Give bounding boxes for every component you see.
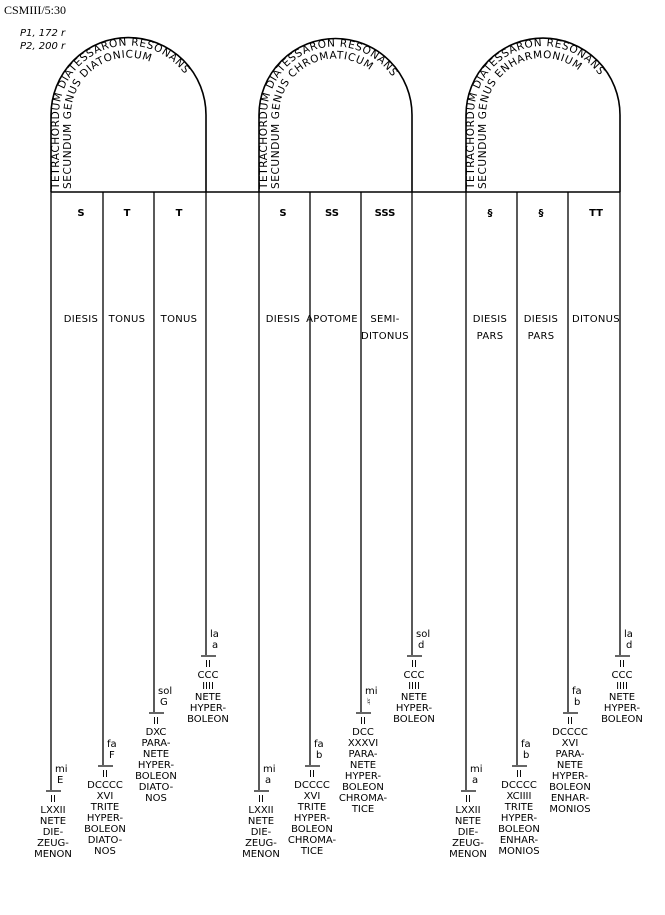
number-1-4: IIII [202,681,214,692]
note-name-1-2: HYPER- [86,813,124,824]
number-3-3: XVI [561,738,579,749]
number-3-2: DCCCC [501,780,537,791]
note-name-1-4: BOLEON [187,714,229,725]
interval-sign-2-2: SS [325,208,339,219]
ratio-mark-3-2: II [516,769,522,780]
interval-sign-3-1: § [487,208,493,219]
number-3-1: LXXII [455,805,481,816]
note-name-2-2: CHROMA- [287,835,337,846]
arch-outer-text-3: TETRACHORDUM DIATESSARON RESONANS [465,36,608,189]
syllable-3-2: fa [521,739,531,750]
note-name-3-3: BOLEON [549,782,591,793]
syllable-1-3: sol [158,686,173,697]
pitch-letter-2-4: d [418,640,425,651]
number-2-4: IIII [408,681,420,692]
pitch-letter-3-2: b [523,750,530,761]
arch-inner-text-1: SECUNDUM GENUS DIATONICUM [61,48,154,189]
note-name-3-3: NETE [556,760,584,771]
syllable-3-4: la [624,629,633,640]
arch-inner-text-2: SECUNDUM GENUS CHROMATICUM [269,49,376,189]
note-name-1-3: HYPER- [137,760,175,771]
interval-sign-2-3: SSS [374,208,396,219]
syllable-2-3: mi [365,686,378,697]
ratio-mark-2-3: II [360,716,366,727]
note-name-2-1: MENON [242,849,280,860]
ratio-mark-1-4: II [205,659,211,670]
interval-name-3-1: DIESIS [472,314,508,325]
number-2-2: DCCCC [294,780,330,791]
syllable-3-3: fa [572,686,582,697]
pitch-letter-1-3: G [160,697,168,708]
syllable-1-4: la [210,629,219,640]
note-name-3-1: NETE [454,816,482,827]
number-3-4: IIII [616,681,628,692]
note-name-3-1: MENON [449,849,487,860]
note-name-1-1: ZEUG- [37,838,69,849]
interval-sign-1-2: T [123,208,131,219]
interval-name-3-1: PARS [476,331,504,342]
pitch-letter-3-3: b [574,697,581,708]
number-3-4: CCC [611,670,633,681]
note-name-1-2: DIATO- [87,835,123,846]
interval-name-1-1: DIESIS [63,314,99,325]
note-name-2-1: DIE- [250,827,272,838]
note-name-1-4: NETE [194,692,222,703]
ratio-mark-3-1: II [465,794,471,805]
pitch-letter-1-2: F [109,750,115,761]
interval-name-2-1: DIESIS [265,314,301,325]
page-id: CSMIII/5:30 [4,3,67,17]
note-name-2-1: NETE [247,816,275,827]
note-name-2-4: NETE [400,692,428,703]
ratio-mark-2-4: II [411,659,417,670]
number-3-2: XCIIII [506,791,532,802]
number-2-3: DCC [352,727,374,738]
interval-sign-1-3: T [175,208,183,219]
pitch-letter-2-2: b [316,750,323,761]
note-name-2-2: HYPER- [293,813,331,824]
note-name-1-3: PARA- [141,738,171,749]
interval-name-1-2: TONUS [108,314,146,325]
number-2-2: XVI [303,791,321,802]
note-name-3-2: HYPER- [500,813,538,824]
pitch-letter-1-1: E [57,775,64,786]
number-2-1: LXXII [248,805,274,816]
note-name-3-1: ZEUG- [452,838,484,849]
note-name-2-3: CHROMA- [338,793,388,804]
note-name-2-1: ZEUG- [245,838,277,849]
note-name-2-4: HYPER- [395,703,433,714]
note-name-2-3: TICE [351,804,375,815]
note-name-3-2: ENHAR- [499,835,539,846]
note-name-3-2: MONIOS [498,846,540,857]
note-name-1-1: DIE- [42,827,64,838]
note-name-3-1: DIE- [457,827,479,838]
note-name-1-3: BOLEON [135,771,177,782]
arch-inner-text-3: SECUNDUM GENUS ENHARMONIUM [476,48,585,189]
note-name-3-2: BOLEON [498,824,540,835]
note-name-3-4: BOLEON [601,714,643,725]
note-name-2-2: BOLEON [291,824,333,835]
note-name-2-2: TRITE [297,802,327,813]
note-name-2-2: TICE [300,846,324,857]
arch-outer-text-1: TETRACHORDUM DIATESSARON RESONANS [50,36,193,189]
interval-name-3-3: DITONUS [572,314,620,325]
number-2-4: CCC [403,670,425,681]
syllable-1-2: fa [107,739,117,750]
pitch-letter-2-3: ♮ [367,697,371,708]
ratio-mark-1-2: II [102,769,108,780]
ratio-mark-1-1: II [50,794,56,805]
interval-name-1-3: TONUS [160,314,198,325]
interval-name-3-2: PARS [527,331,555,342]
note-name-1-3: NETE [142,749,170,760]
pitch-letter-1-4: a [212,640,219,651]
ratio-mark-2-2: II [309,769,315,780]
number-1-2: DCCCC [87,780,123,791]
interval-name-2-2: APOTOME [306,314,358,325]
ratio-mark-3-4: II [619,659,625,670]
note-name-1-1: MENON [34,849,72,860]
note-name-2-3: BOLEON [342,782,384,793]
number-1-1: LXXII [40,805,66,816]
note-name-1-1: NETE [39,816,67,827]
note-name-3-4: HYPER- [603,703,641,714]
ratio-mark-1-3: II [153,716,159,727]
syllable-1-1: mi [55,764,68,775]
interval-name-2-3: DITONUS [361,331,409,342]
source-p2: P2, 200 r [20,41,66,52]
note-name-3-3: HYPER- [551,771,589,782]
note-name-2-3: HYPER- [344,771,382,782]
note-name-2-4: BOLEON [393,714,435,725]
note-name-1-2: TRITE [90,802,120,813]
note-name-3-4: NETE [608,692,636,703]
pitch-letter-2-1: a [265,775,272,786]
number-1-4: CCC [197,670,219,681]
note-name-2-3: NETE [349,760,377,771]
interval-sign-1-1: S [77,208,85,219]
pitch-letter-3-4: d [626,640,633,651]
interval-name-2-3: SEMI- [370,314,400,325]
note-name-1-3: NOS [145,793,167,804]
number-3-3: DCCCC [552,727,588,738]
interval-sign-2-1: S [279,208,287,219]
ratio-mark-3-3: II [567,716,573,727]
interval-sign-3-2: § [538,208,544,219]
syllable-2-2: fa [314,739,324,750]
note-name-3-2: TRITE [504,802,534,813]
note-name-1-3: DIATO- [138,782,174,793]
number-1-2: XVI [96,791,114,802]
interval-sign-3-3: TT [589,208,603,219]
note-name-2-3: PARA- [348,749,378,760]
note-name-3-3: PARA- [555,749,585,760]
note-name-3-3: ENHAR- [550,793,590,804]
note-name-3-3: MONIOS [549,804,591,815]
source-p1: P1, 172 r [20,28,66,39]
note-name-1-2: BOLEON [84,824,126,835]
interval-name-3-2: DIESIS [523,314,559,325]
note-name-1-4: HYPER- [189,703,227,714]
note-name-1-2: NOS [94,846,116,857]
number-2-3: XXXVI [347,738,379,749]
ratio-mark-2-1: II [258,794,264,805]
syllable-3-1: mi [470,764,483,775]
syllable-2-1: mi [263,764,276,775]
pitch-letter-3-1: a [472,775,479,786]
syllable-2-4: sol [416,629,431,640]
number-1-3: DXC [145,727,167,738]
arch-outer-text-2: TETRACHORDUM DIATESSARON RESONANS [258,37,400,189]
